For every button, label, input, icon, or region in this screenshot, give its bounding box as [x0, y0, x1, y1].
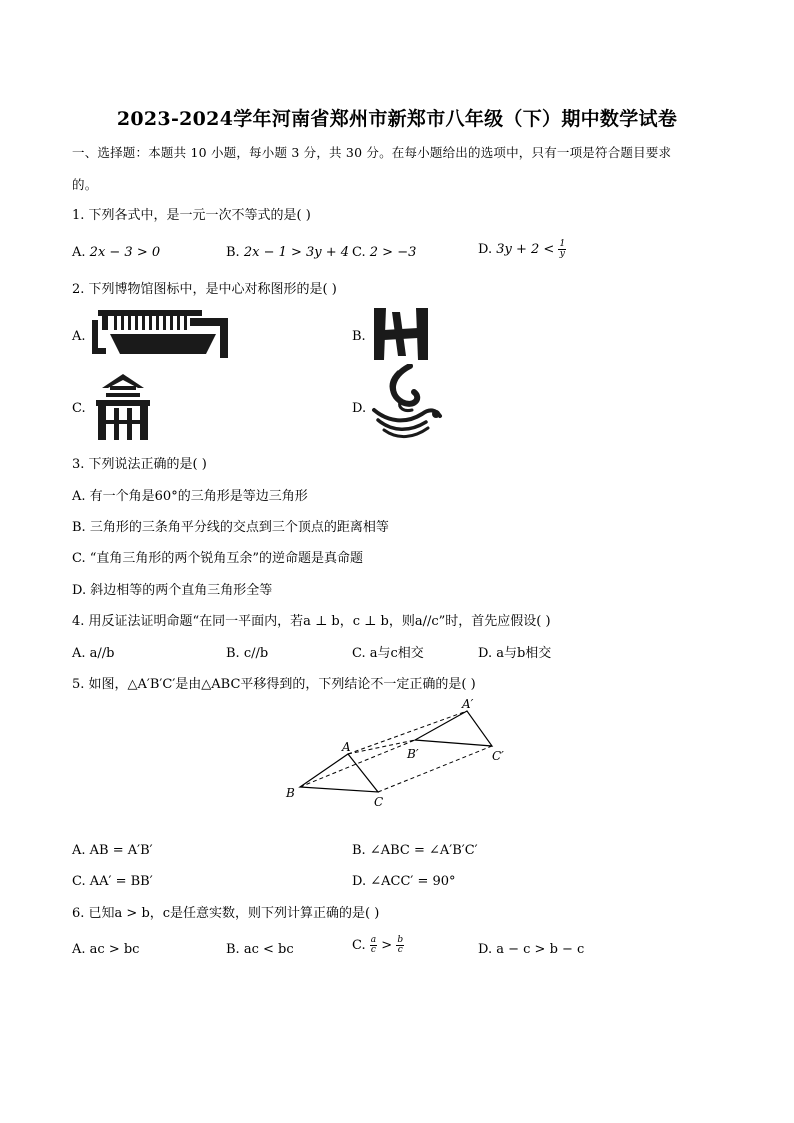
question-5-stem: 5. 如图，△A′B′C′是由△ABC平移得到的，下列结论不一定正确的是( ) — [72, 677, 476, 692]
question-1-stem: 1. 下列各式中，是一元一次不等式的是( ) — [72, 208, 311, 223]
question-5-option-d: D. ∠ACC′ = 90° — [352, 874, 456, 889]
question-3-option-d: D. 斜边相等的两个直角三角形全等 — [72, 583, 273, 598]
question-2-stem: 2. 下列博物馆图标中，是中心对称图形的是( ) — [72, 282, 337, 297]
question-4-option-b: B. c//b — [226, 646, 269, 661]
question-6-option-c: C. $\frac{a}{c}$ > $\frac{b}{c}$ — [352, 935, 404, 955]
vertex-label-b1: B′ — [407, 747, 419, 761]
question-1-option-c: C. 2 > −3 — [352, 245, 417, 260]
question-6-option-b: B. ac < bc — [226, 942, 294, 957]
vertex-label-b: B — [286, 786, 295, 800]
page-title: 2023-2024学年河南省郑州市新郑市八年级（下）期中数学试卷 — [116, 108, 678, 130]
vertex-label-a1: A′ — [462, 697, 474, 711]
question-3-stem: 3. 下列说法正确的是( ) — [72, 457, 207, 472]
question-5-option-a: A. AB = A′B′ — [72, 843, 153, 858]
translation-triangle-diagram — [280, 694, 520, 814]
question-4-stem: 4. 用反证法证明命题“在同一平面内，若a ⊥ b，c ⊥ b，则a//c”时，首先应假设( ) — [72, 614, 551, 629]
flame-swirl-logo-icon — [370, 364, 444, 444]
segment-bb1 — [300, 740, 415, 787]
question-2-option-d-label: D. — [352, 401, 367, 416]
question-4-option-c: C. a与c相交 — [352, 646, 424, 661]
segment-cc1 — [378, 746, 492, 792]
question-2-option-a-label: A. — [72, 329, 86, 344]
question-4-option-a: A. a//b — [72, 646, 115, 661]
question-1-option-a: A. 2x − 3 > 0 — [72, 245, 161, 260]
question-5-option-c: C. AA′ = BB′ — [72, 874, 153, 889]
question-2-option-c-label: C. — [72, 401, 86, 416]
question-2-option-b-label: B. — [352, 329, 366, 344]
question-5-option-b: B. ∠ABC = ∠A′B′C′ — [352, 843, 478, 858]
question-3-option-a: A. 有一个角是60°的三角形是等边三角形 — [72, 489, 308, 504]
archway-logo-icon — [92, 374, 154, 440]
vertex-label-c: C — [374, 795, 384, 809]
question-1-option-d: D. 3y + 2 < $\frac{1}{y}$ — [478, 239, 566, 259]
boat-logo-icon — [90, 308, 230, 364]
section-instructions-line2: 的。 — [72, 177, 98, 192]
vertex-label-a: A — [342, 740, 351, 754]
fraction-a-over-c: $\frac{a}{c}$ — [370, 935, 377, 955]
question-4-option-d: D. a与b相交 — [478, 646, 552, 661]
h-shaped-logo-icon — [372, 306, 430, 362]
question-3-option-c: C. “直角三角形的两个锐角互余”的逆命题是真命题 — [72, 551, 364, 566]
question-6-option-a: A. ac > bc — [72, 942, 140, 957]
question-1-option-b: B. 2x − 1 > 3y + 4 — [226, 245, 350, 260]
question-3-option-b: B. 三角形的三条角平分线的交点到三个顶点的距离相等 — [72, 520, 389, 535]
vertex-label-c1: C′ — [492, 749, 504, 763]
section-instructions-line1: 一、选择题：本题共 10 小题，每小题 3 分，共 30 分。在每小题给出的选项中，只有一项是符合题目要求 — [72, 145, 672, 160]
fraction-b-over-c: $\frac{b}{c}$ — [397, 935, 404, 955]
question-6-option-d: D. a − c > b − c — [478, 942, 585, 957]
question-6-stem: 6. 已知a > b，c是任意实数，则下列计算正确的是( ) — [72, 906, 380, 921]
fraction-1-over-y: $\frac{1}{y}$ — [559, 239, 566, 259]
